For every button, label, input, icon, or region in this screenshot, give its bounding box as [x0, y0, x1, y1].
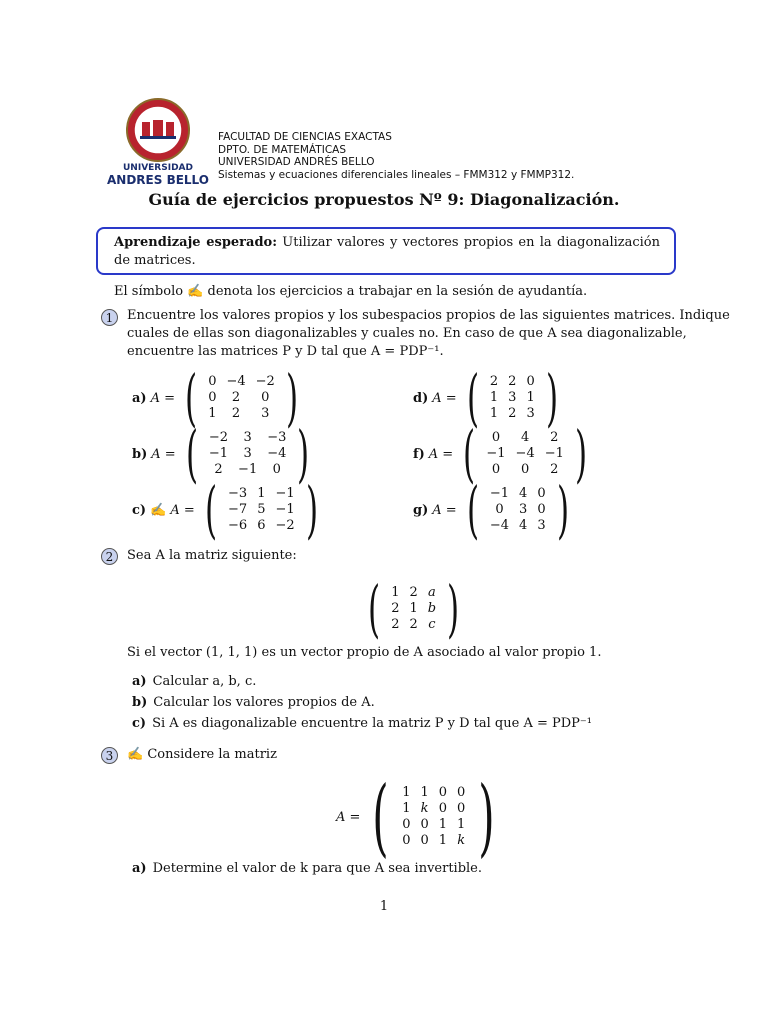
matrix-cell: −4: [515, 446, 535, 461]
matrix-cell: −1: [208, 446, 229, 461]
matrix: [204, 430, 292, 478]
left-paren: (: [204, 473, 217, 546]
matrix-cell: 1: [208, 406, 217, 421]
part-label: a): [132, 674, 147, 689]
symbol-note: [114, 283, 587, 301]
left-paren: (: [466, 361, 479, 434]
exercise-1-text-line2: cuales de ellas son diagonalizables y cuales no. En caso de que A sea diagonalizable,: [127, 326, 687, 341]
matrix-cell: −4: [489, 518, 510, 533]
matrix: [223, 486, 300, 534]
symbol-note-before: El símbolo: [114, 284, 184, 299]
exercise-2-statement: Si el vector (1, 1, 1) es un vector propio de A asociado al valor propio 1.: [127, 645, 602, 660]
matrix-cell: a: [428, 585, 436, 600]
matrix-cell: 1: [402, 785, 411, 800]
matrix-cell: 2: [391, 617, 400, 632]
matrix-cell: 1: [402, 801, 411, 816]
matrix-cell: 2: [214, 462, 223, 477]
logo-text-top: UNIVERSIDAD: [123, 163, 193, 173]
item-equation: A =: [150, 390, 175, 406]
matrix-cell: 0: [261, 390, 270, 405]
exercise-1-item: [132, 417, 316, 490]
matrix: [485, 486, 551, 534]
matrix-cell: −1: [489, 486, 510, 501]
part-label: c): [132, 716, 147, 731]
matrix-cell: 2: [489, 374, 499, 389]
item-equation: A =: [432, 502, 457, 518]
part-text: Si A es diagonalizable encuentre la matriz P y D tal que A = PDP⁻¹: [152, 716, 592, 731]
matrix-cell: 3: [519, 502, 528, 517]
left-paren: (: [466, 473, 479, 546]
matrix-cell: 1: [409, 601, 418, 616]
matrix: [485, 374, 540, 422]
learning-label: Aprendizaje esperado:: [114, 235, 278, 250]
matrix-cell: 3: [261, 406, 270, 421]
matrix-cell: 0: [272, 462, 281, 477]
symbol-note-after: denota los ejercicios a trabajar en la sesión de ayudantía.: [207, 284, 588, 299]
right-paren: ): [285, 361, 298, 434]
matrix-cell: 3: [537, 518, 546, 533]
matrix-cell: 2: [550, 462, 559, 477]
matrix-cell: 4: [519, 486, 528, 501]
department-line: DPTO. DE MATEMÁTICAS: [218, 143, 346, 156]
matrix-cell: 2: [550, 430, 559, 445]
pencil-icon: ✍: [187, 284, 204, 299]
right-paren: ): [545, 361, 558, 434]
right-paren: ): [447, 572, 460, 645]
exercise-3-intro: [127, 746, 277, 764]
exercise-3-part: [132, 860, 482, 878]
matrix-cell: −2: [208, 430, 229, 445]
matrix-cell: 6: [257, 518, 266, 533]
right-paren: ): [574, 417, 588, 490]
matrix-cell: 5: [257, 502, 266, 517]
matrix-cell: 3: [526, 406, 535, 421]
pencil-icon: ✍: [146, 502, 167, 518]
exercise-1-number: 1: [101, 309, 118, 326]
exercise-2-part: [132, 694, 375, 712]
right-paren: ): [297, 417, 310, 490]
exercise-2-intro: Sea A la matriz siguiente:: [127, 548, 297, 563]
matrix-cell: −2: [255, 374, 275, 389]
page-number: 1: [379, 899, 389, 914]
page-title: Guía de ejercicios propuestos Nº 9: Diagonalización.: [148, 190, 620, 209]
part-text: Calcular a, b, c.: [152, 674, 257, 689]
matrix-cell: 2: [409, 617, 418, 632]
matrix-cell: −1: [238, 462, 258, 477]
exercise-1-item: [132, 473, 324, 546]
matrix-cell: −2: [275, 518, 295, 533]
matrix-cell: k: [420, 801, 429, 816]
item-equation: A =: [428, 446, 454, 462]
left-paren: (: [185, 417, 198, 490]
matrix-cell: 0: [438, 785, 448, 800]
matrix-cell: 4: [519, 518, 528, 533]
left-paren: (: [185, 361, 198, 434]
right-paren: ): [478, 768, 495, 866]
matrix-cell: 0: [491, 430, 501, 445]
matrix-cell: b: [427, 601, 437, 616]
matrix-equation: A =: [336, 809, 361, 825]
left-paren: (: [463, 417, 476, 490]
matrix: [386, 585, 441, 633]
matrix-cell: −1: [486, 446, 506, 461]
matrix-cell: 0: [420, 833, 429, 848]
logo-text-bottom: ANDRES BELLO: [107, 173, 209, 187]
matrix-cell: −3: [267, 430, 287, 445]
item-equation: A =: [170, 502, 195, 518]
matrix-cell: 0: [537, 502, 546, 517]
item-label: c): [132, 502, 147, 518]
learning-text: [114, 234, 660, 270]
matrix-cell: 2: [508, 374, 517, 389]
matrix-cell: 0: [420, 817, 429, 832]
matrix-cell: 0: [457, 785, 466, 800]
exercise-2-matrix: [362, 572, 465, 645]
part-label: a): [132, 861, 147, 876]
pencil-icon: ✍: [127, 747, 144, 762]
matrix-cell: −3: [228, 486, 248, 501]
part-label: b): [132, 695, 148, 710]
matrix-cell: 0: [208, 390, 217, 405]
matrix-cell: 1: [489, 406, 499, 421]
matrix-cell: −6: [228, 518, 248, 533]
learning-body: Utilizar valores y vectores propios en la diagonalización de matrices.: [114, 235, 660, 268]
item-label: f): [413, 446, 425, 462]
exercise-1-item: [413, 361, 564, 434]
matrix-cell: 0: [491, 462, 501, 477]
matrix-cell: 1: [489, 390, 499, 405]
matrix-cell: 1: [457, 817, 466, 832]
matrix-cell: 0: [526, 374, 535, 389]
matrix-cell: 0: [438, 801, 448, 816]
matrix-cell: 1: [438, 817, 448, 832]
matrix-cell: 0: [208, 374, 217, 389]
matrix-cell: −7: [228, 502, 248, 517]
matrix: [481, 430, 569, 478]
matrix-cell: 0: [520, 462, 530, 477]
part-text: Calcular los valores propios de A.: [153, 695, 375, 710]
course-line: Sistemas y ecuaciones diferenciales lineales – FMM312 y FMMP312.: [218, 168, 575, 181]
exercise-1-text-line1: Encuentre los valores propios y los subespacios propios de las siguientes matrices. Indique: [127, 308, 730, 323]
matrix-cell: 2: [391, 601, 400, 616]
matrix-cell: 1: [257, 486, 266, 501]
matrix-cell: 0: [495, 502, 504, 517]
exercise-1-item: [413, 473, 575, 546]
exercise-2-part: [132, 673, 256, 691]
right-paren: ): [305, 473, 318, 546]
exercise-1-item: [132, 361, 304, 434]
item-label: a): [132, 390, 147, 406]
matrix-cell: 1: [526, 390, 535, 405]
matrix: [203, 374, 280, 422]
matrix-cell: c: [428, 617, 436, 632]
matrix-cell: −4: [226, 374, 246, 389]
matrix-cell: 4: [520, 430, 530, 445]
matrix-cell: −1: [275, 486, 295, 501]
part-text: Determine el valor de k para que A sea invertible.: [152, 861, 483, 876]
matrix-cell: −1: [544, 446, 564, 461]
matrix-cell: 1: [438, 833, 448, 848]
matrix-cell: 3: [243, 446, 252, 461]
exercise-2-number: 2: [101, 548, 118, 565]
exercise-2-part: [132, 715, 592, 733]
matrix-cell: 3: [508, 390, 517, 405]
matrix-cell: 0: [537, 486, 546, 501]
matrix-cell: 1: [420, 785, 429, 800]
matrix: [397, 785, 470, 849]
item-label: b): [132, 446, 148, 462]
matrix-cell: 2: [231, 406, 241, 421]
matrix-cell: 2: [231, 390, 241, 405]
matrix-cell: −4: [267, 446, 287, 461]
matrix-cell: 0: [457, 801, 466, 816]
matrix-cell: −1: [275, 502, 295, 517]
left-paren: (: [368, 572, 381, 645]
university-line: UNIVERSIDAD ANDRÉS BELLO: [218, 156, 375, 168]
exercise-3-number: 3: [101, 747, 118, 764]
matrix-cell: 1: [391, 585, 400, 600]
matrix-cell: 2: [409, 585, 418, 600]
exercise-3-matrix: [336, 768, 503, 866]
left-paren: (: [372, 768, 390, 866]
item-equation: A =: [432, 390, 457, 406]
matrix-cell: 0: [402, 833, 411, 848]
matrix-cell: 3: [243, 430, 252, 445]
matrix-cell: 0: [402, 817, 411, 832]
matrix-cell: 2: [508, 406, 517, 421]
item-label: d): [413, 390, 429, 406]
matrix-cell: k: [457, 833, 466, 848]
item-equation: A =: [151, 446, 176, 462]
exercise-1-text-line3: encuentre las matrices P y D tal que A = PDP⁻¹.: [127, 344, 444, 359]
item-label: g): [413, 502, 429, 518]
exercise-3-intro-text: Considere la matriz: [147, 747, 277, 762]
faculty-line: FACULTAD DE CIENCIAS EXACTAS: [218, 131, 392, 143]
right-paren: ): [556, 473, 569, 546]
